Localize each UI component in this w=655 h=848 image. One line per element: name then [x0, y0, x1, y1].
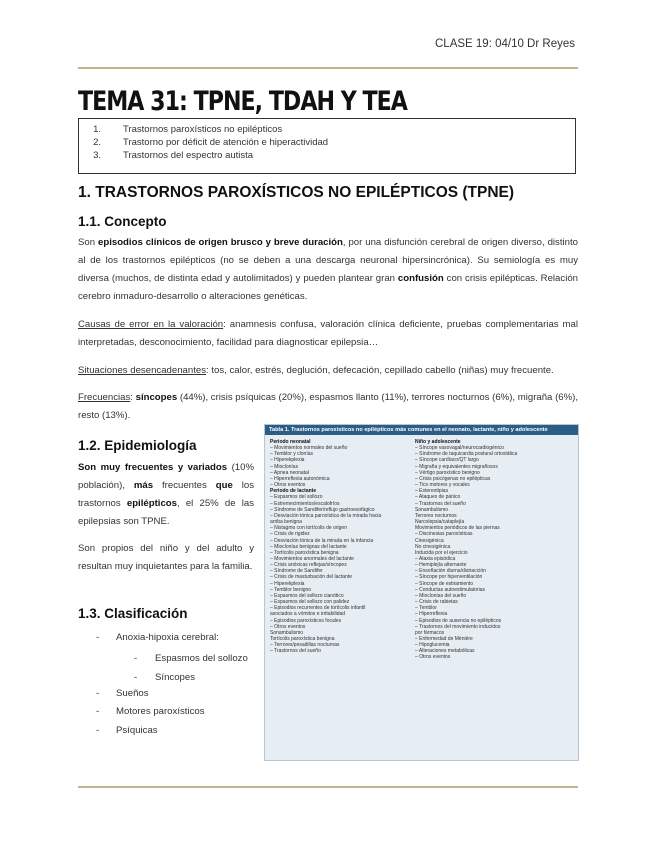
table-line: – Síncope vasovagal/neurocardiogénico [415, 445, 504, 452]
table-line: – Otros eventos [415, 654, 451, 661]
page-title: TEMA 31: TPNE, TDAH Y TEA [78, 86, 407, 117]
table-line: Tortícolis paroxística benigna [270, 636, 335, 642]
table-line: – Episodios de ausencia no epilépticos [415, 617, 502, 624]
table-column-right [415, 439, 517, 661]
table-line: – Trastornos del sueño [270, 648, 321, 655]
list-bullet: - [96, 725, 100, 736]
table-line: – Síncope de estiramiento [415, 580, 474, 587]
toc-item-number: 3. [93, 150, 101, 161]
list-item: Psíquicas [116, 725, 158, 736]
list-item: Motores paroxísticos [116, 706, 205, 717]
footer-divider [78, 786, 578, 788]
table-line: – Tics motores y vocales [415, 482, 470, 489]
table-line: asociados a vómitos e irritabilidad [270, 611, 346, 618]
table-line: arriba benigna [270, 519, 302, 526]
table-line: – Vértigo paroxístico benigno [415, 469, 480, 476]
table-line: – Síncope por hiperventilación [415, 574, 483, 581]
table-line: Niño y adolescente [415, 439, 461, 445]
table-line: Inducida por el ejercicio [415, 549, 468, 556]
toc-item [79, 149, 575, 162]
table-line: – Espasmos del sollozo cianótico [270, 592, 344, 599]
table-line: – Mioclonías [270, 463, 299, 470]
toc-item [79, 123, 575, 136]
table-line: – Hiperekplexia [270, 580, 305, 587]
table-line: Cinesigénica [415, 537, 444, 544]
table-line: – Hemiplejía alternante [415, 562, 467, 569]
table-line: – Temblor benigno [270, 586, 312, 593]
table-line: por fármacos [415, 629, 445, 636]
list-bullet: - [96, 706, 100, 717]
toc-item-label: Trastornos paroxísticos no epilépticos [123, 124, 283, 135]
epidemiologia-paragraph: Son muy frecuentes y variados (10% población), más frecuentes que los trastornos epilépticos, el 25% de las epilepsias son TPNE. [78, 462, 255, 527]
table-of-contents [78, 118, 576, 174]
table-line: – Síndrome de taquicardia postural ortostática [415, 451, 518, 458]
table-line: – Crisis de masturbación del lactante [270, 574, 352, 581]
table-line: – Crisis anóxicas reflejas/síncopes [270, 562, 347, 569]
clasificacion-heading: 1.3. Clasificación [78, 606, 188, 621]
table-line: – Estremecimientos/escalofríos [270, 500, 340, 507]
toc-item-label: Trastornos del espectro autista [123, 150, 254, 161]
list-bullet: - [96, 632, 100, 643]
table-line: – Trastornos del movimiento inducidos [415, 623, 501, 630]
table-line: – Síndrome de Sandifer [270, 568, 323, 575]
header-divider [78, 67, 578, 69]
table-line: – Temblor y clonías [270, 451, 313, 458]
table-line: – Hiperreflexia autonómica [270, 475, 330, 482]
table-line: – Mioclonías benignas del lactante [270, 543, 347, 550]
table-line: Movimientos periódicos de las piernas [415, 525, 500, 532]
list-bullet: - [96, 688, 100, 699]
table-line: Sonambulismo [415, 506, 449, 513]
table-line: Sonambulismo [270, 629, 304, 636]
concepto-heading: 1.1. Concepto [78, 214, 167, 229]
tpne-table-figure [264, 424, 579, 761]
table-line: Terrores nocturnos [415, 512, 457, 519]
table-line: No cinesigénica [415, 543, 451, 550]
table-line: – Otros eventos [270, 482, 306, 489]
toc-item-number: 1. [93, 124, 101, 135]
table-column-left [270, 439, 381, 654]
toc-item [79, 136, 575, 149]
table-line: – Ataques de pánico [415, 494, 461, 501]
table-line: – Conductas autoestimulatorias [415, 586, 486, 593]
table-line: – Desviación tónica de la mirada en la infancia [270, 537, 374, 544]
table-line: – Hipoglucemia [415, 642, 450, 649]
toc-item-label: Trastorno por déficit de atención e hiperactividad [123, 137, 329, 148]
table-line: – Crisis de rigidez [270, 531, 310, 538]
table-line: – Desviación tónica paroxística de la mirada hacia [270, 512, 382, 519]
table-line: – Hiperreflexia [415, 611, 448, 618]
table-line: Periodo neonatal [270, 439, 311, 445]
list-item: Sueños [116, 688, 149, 699]
table-line: – Ensoñación diurna/distracción [415, 568, 486, 575]
table-line: – Síncope cardíaco/QT largo [415, 457, 479, 464]
table-line: – Tortícolis paroxística benigna [270, 549, 339, 556]
table-line: – Mioclonías del sueño [415, 592, 467, 599]
table-line: – Alteraciones metabólicas [415, 648, 475, 655]
table-line: – Síndrome de Sandifer/reflujo gastroesofágico [270, 506, 375, 513]
table-caption: Tabla 1. Trastornos paroxísticos no epilépticos más comunes en el neonato, lactante, niño y adolescente [265, 425, 578, 435]
list-bullet: - [134, 653, 138, 664]
list-bullet: - [134, 672, 138, 683]
list-item: Anoxia-hipoxia cerebral: [116, 632, 219, 643]
table-line: Narcolepsia/cataplejía [415, 519, 465, 526]
epidemiologia-paragraph-2: Son propios del niño y del adulto y resultan muy inquietantes para la familia. [78, 543, 254, 572]
situaciones-paragraph: Situaciones desencadenantes: tos, calor, estrés, deglución, defecación, cepillado cabello (niñas) muy frecuente. [78, 365, 554, 376]
table-line: – Discinesias paroxísticas [415, 531, 473, 538]
section-heading: 1. TRASTORNOS PAROXÍSTICOS NO EPILÉPTICOS (TPNE) [78, 184, 515, 201]
table-line: – Nistagmo con tortícolis de origen [270, 525, 347, 532]
table-line: – Espasmos del sollozo [270, 494, 323, 501]
table-line: – Espasmos del sollozo con palidez [270, 599, 350, 606]
list-item: Síncopes [155, 672, 196, 683]
table-line: – Movimientos normales del sueño [270, 445, 348, 452]
toc-item-number: 2. [93, 137, 101, 148]
list-item: Espasmos del sollozo [155, 653, 248, 664]
table-line: – Trastornos del sueño [415, 500, 466, 507]
table-line: – Apnea neonatal [270, 469, 309, 476]
table-line: – Temblor [415, 605, 437, 612]
table-line: – Movimientos anormales del lactante [270, 555, 354, 562]
table-line: – Episodios recurrentes de tortícolis infantil [270, 605, 366, 612]
table-line: – Crisis psicógenas no epilépticas [415, 475, 491, 482]
causas-paragraph: Causas de error en la valoración: anamnesis confusa, valoración clínica deficiente, pruebas complementarias mal interpretadas, desconocimiento, facilidad para diagnosticar epilepsia… [78, 319, 578, 348]
table-line: – Terrores/pesadillas nocturnas [270, 642, 340, 649]
table-line: – Episodios paroxísticos focales [270, 617, 342, 624]
table-line: – Estereotipias [415, 488, 449, 495]
table-line: – Hiperekplexia [270, 457, 305, 464]
table-line: Periodo de lactante [270, 488, 317, 495]
table-line: – Migraña y equivalentes migrañosos [415, 463, 498, 470]
frecuencias-paragraph: Frecuencias: síncopes (44%), crisis psíquicas (20%), espasmos llanto (11%), terrores nocturnos (6%), migraña (6%), resto (13%). [78, 392, 578, 421]
table-line: – Enfermedad de Ménière [415, 636, 473, 642]
epidemiologia-heading: 1.2. Epidemiología [78, 438, 197, 453]
table-line: – Ataxia episódica [415, 555, 456, 562]
table-line: – Crisis de rabietas [415, 599, 458, 606]
header-text: CLASE 19: 04/10 Dr Reyes [435, 38, 575, 50]
concepto-paragraph: Son episodios clínicos de origen brusco y breve duración, por una disfunción cerebral de origen diverso, distinto al de los trastornos epilépticos (no se deben a una descarga neuronal hipersincrónica). Su semiología es muy diversa (muchos, de distinta edad y autolimitados) y pueden plantear gran confusión con crisis epilépticas. Relación cerebro inmaduro-desarrollo o alteraciones genéticas. [78, 237, 578, 302]
table-line: – Otros eventos [270, 623, 306, 630]
